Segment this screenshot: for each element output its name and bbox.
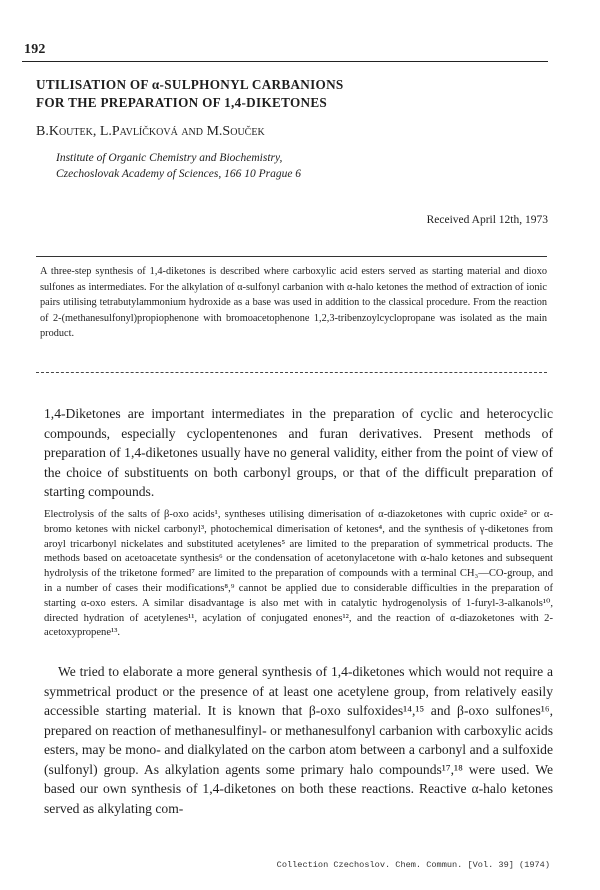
affiliation-line-1: Institute of Organic Chemistry and Biochemistry, bbox=[56, 152, 283, 164]
page-number: 192 bbox=[24, 42, 46, 57]
header-rule bbox=[22, 61, 548, 62]
received-date: Received April 12th, 1973 bbox=[426, 214, 548, 226]
abstract-bottom-rule bbox=[36, 372, 547, 373]
title-line-1: UTILISATION OF α-SULPHONYL CARBANIONS bbox=[36, 77, 344, 92]
authors: B.Koutek, L.Pavlíčková and M.Souček bbox=[36, 124, 265, 139]
article-title bbox=[36, 76, 536, 112]
affiliation-line-2: Czechoslovak Academy of Sciences, 166 10 Prague 6 bbox=[56, 168, 302, 180]
approach-paragraph: We tried to elaborate a more general synthesis of 1,4-diketones which would not require a symmetrical product or the presence of at least one acetylene group, from relatively easily accessible starting material. It is known that β-oxo sulfoxides¹⁴,¹⁵ and β-oxo sulfones¹⁶, prepared on reaction of methanesulfinyl- or methanesulfonyl carbanion with carboxylic acids esters, may be mono- and dialkylated on the carbon atom between a carbonyl and a sulfoxide (sulfonyl) group. As alkylation agents some primary halo compounds¹⁷,¹⁸ were used. We based our own synthesis of 1,4-diketones on both these reactions. Reactive α-halo ketones served as alkylating com- bbox=[44, 664, 553, 816]
title-line-2: FOR THE PREPARATION OF 1,4-DIKETONES bbox=[36, 95, 328, 110]
journal-footer: Collection Czechoslov. Chem. Commun. [Vol. 39] (1974) bbox=[276, 860, 550, 870]
abstract-top-rule bbox=[36, 256, 547, 257]
affiliation bbox=[56, 150, 301, 182]
methods-review-paragraph: Electrolysis of the salts of β-oxo acids¹, syntheses utilising dimerisation of α-diazoketones with cupric oxide² or α-bromo ketones with nickel carbonyl³, photochemical dimerisation of ketones⁴, and the synthesis of γ-diketones from aroyl tricarbonyl nickelates and substituted acetylenes⁵ are limited to the preparation of symmetrical products. The methods based on acetoacetate synthesis⁶ or the condensation of acetonylacetone with α-halo ketones and subsequent hydrolysis of the triketone formed⁷ are limited to the preparation of compounds with a terminal CH₃—CO-group, and in a number of cases their modifications⁸,⁹ cannot be applied due to considerable difficulties in the preparation of starting α-oxo esters. A similar disadvantage is also met with in catalytic hydrogenolysis of 1-furyl-3-alkanols¹⁰, directed hydration of acetylenes¹¹, acylation of conjugated enones¹², and the reaction of α-diazoketones with 2-acetoxypropene¹³. bbox=[44, 509, 553, 639]
abstract: A three-step synthesis of 1,4-diketones is described where carboxylic acid esters served as starting material and dioxo sulfones as intermediates. For the alkylation of α-sulfonyl carbanion with α-halo ketones the method of extraction of ionic pairs utilising tetrabutylammonium hydroxide as a base was used in addition to the classical procedure. From the reaction of 2-(methanesulfonyl)propiophenone with bromoacetophenone 1,2,3-tribenzoylcyclopropane was isolated as the main product. bbox=[40, 266, 547, 339]
intro-paragraph: 1,4-Diketones are important intermediates in the preparation of cyclic and heterocyclic compounds, especially cyclopentenones and furan derivatives. Present methods of preparation of 1,4-diketones usually have no general validity, either from the point of view of the choice of substituents on both carbonyl groups, or that of the difficult preparation of starting compounds. bbox=[44, 406, 553, 499]
